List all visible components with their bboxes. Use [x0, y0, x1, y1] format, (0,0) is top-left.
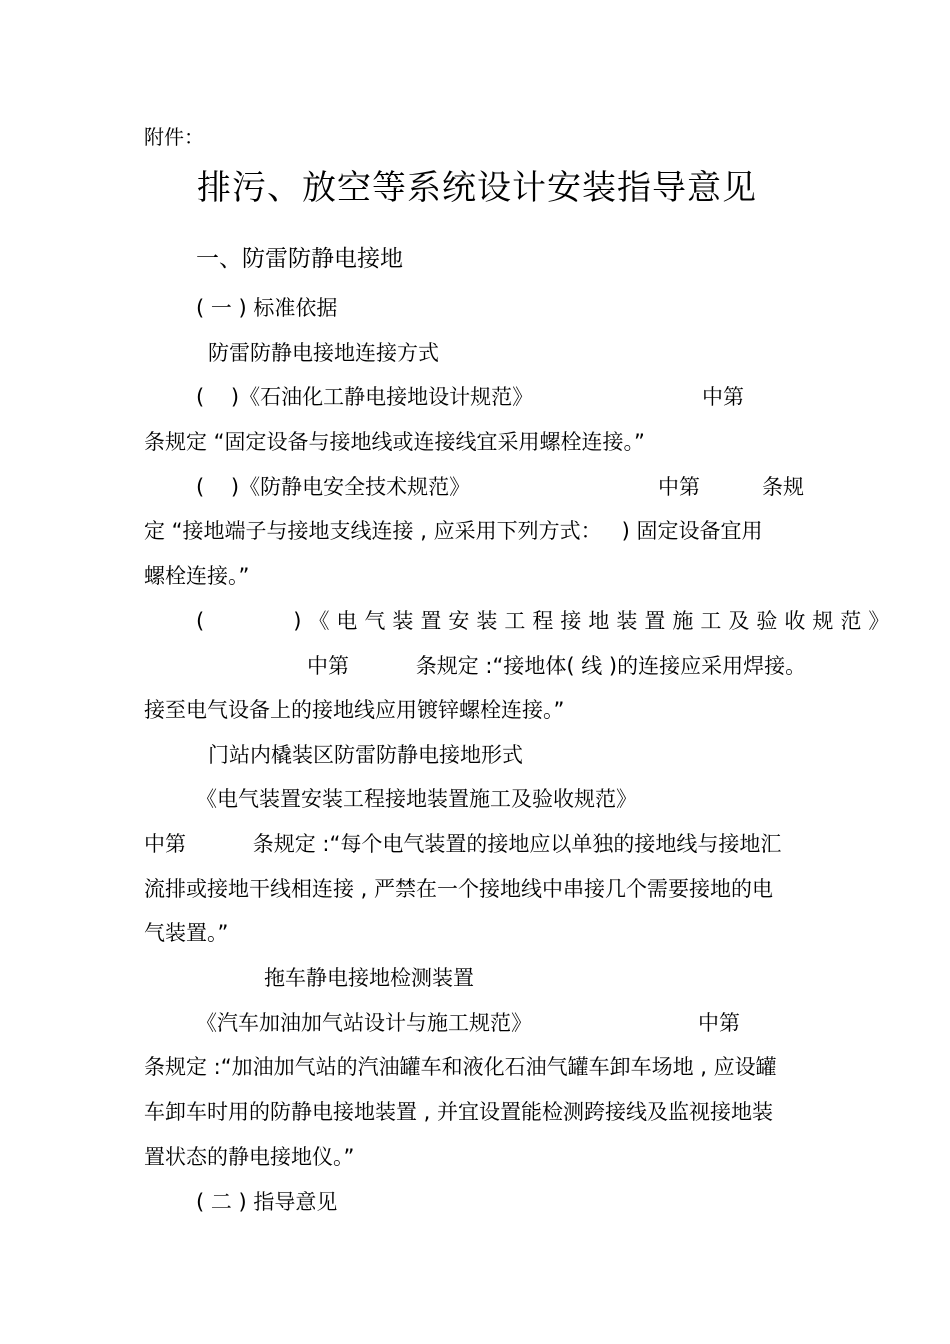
paragraph-line: 流排或接地干线相连接 , 严禁在一个接地线中串接几个需要接地的电 — [144, 877, 774, 901]
paragraph-line: 气装置。” — [144, 921, 229, 945]
topic-heading: 拖车静电接地检测装置 — [264, 966, 474, 990]
topic-heading: 防雷防静电接地连接方式 — [208, 341, 439, 365]
page-title: 排污、放空等系统设计安装指导意见 — [197, 168, 757, 208]
topic-heading: 门站内橇装区防雷防静电接地形式 — [208, 743, 523, 767]
subsection-heading: ( 一 ) 标准依据 — [196, 296, 338, 320]
paragraph-line: 中第 — [702, 385, 744, 409]
paragraph-line: ( )《防静电安全技术规范》 — [196, 475, 471, 499]
paragraph-line: 定 “接地端子与接地支线连接 , 应采用下列方式： ) 固定设备宜用 — [144, 519, 763, 543]
paragraph-line: 接至电气设备上的接地线应用镀锌螺栓连接。” — [144, 698, 565, 722]
paragraph-line: 中第 条规定 :“每个电气装置的接地应以单独的接地线与接地汇 — [144, 832, 782, 856]
paragraph-line: 条规定 “固定设备与接地线或连接线宜采用螺栓连接。” — [144, 430, 645, 454]
paragraph-line: 中第 条规定 :“接地体( 线 )的连接应采用焊接。 — [307, 654, 807, 678]
paragraph-line: 《汽车加油加气站设计与施工规范》 — [196, 1011, 532, 1035]
paragraph-line: 置状态的静电接地仪。” — [144, 1145, 355, 1169]
paragraph-line: ( )《电气装置安装工程接地装置施工及验收规范》 — [196, 609, 897, 633]
paragraph-line: 条规定 :“加油加气站的汽油罐车和液化石油气罐车卸车场地 , 应设罐 — [144, 1055, 777, 1079]
attachment-label: 附件： — [144, 125, 204, 149]
section-heading: 一、防雷防静电接地 — [196, 246, 403, 272]
paragraph-line: 螺栓连接。” — [144, 564, 250, 588]
paragraph-line: ( )《石油化工静电接地设计规范》 — [196, 385, 534, 409]
paragraph-line: 中第 — [658, 475, 700, 499]
paragraph-line: 条规 — [762, 475, 804, 499]
subsection-heading: ( 二 ) 指导意见 — [196, 1190, 338, 1214]
paragraph-line: 中第 — [698, 1011, 740, 1035]
paragraph-line: 《电气装置安装工程接地装置施工及验收规范》 — [196, 787, 637, 811]
paragraph-line: 车卸车时用的防静电接地装置 , 并宜设置能检测跨接线及监视接地装 — [144, 1100, 774, 1124]
